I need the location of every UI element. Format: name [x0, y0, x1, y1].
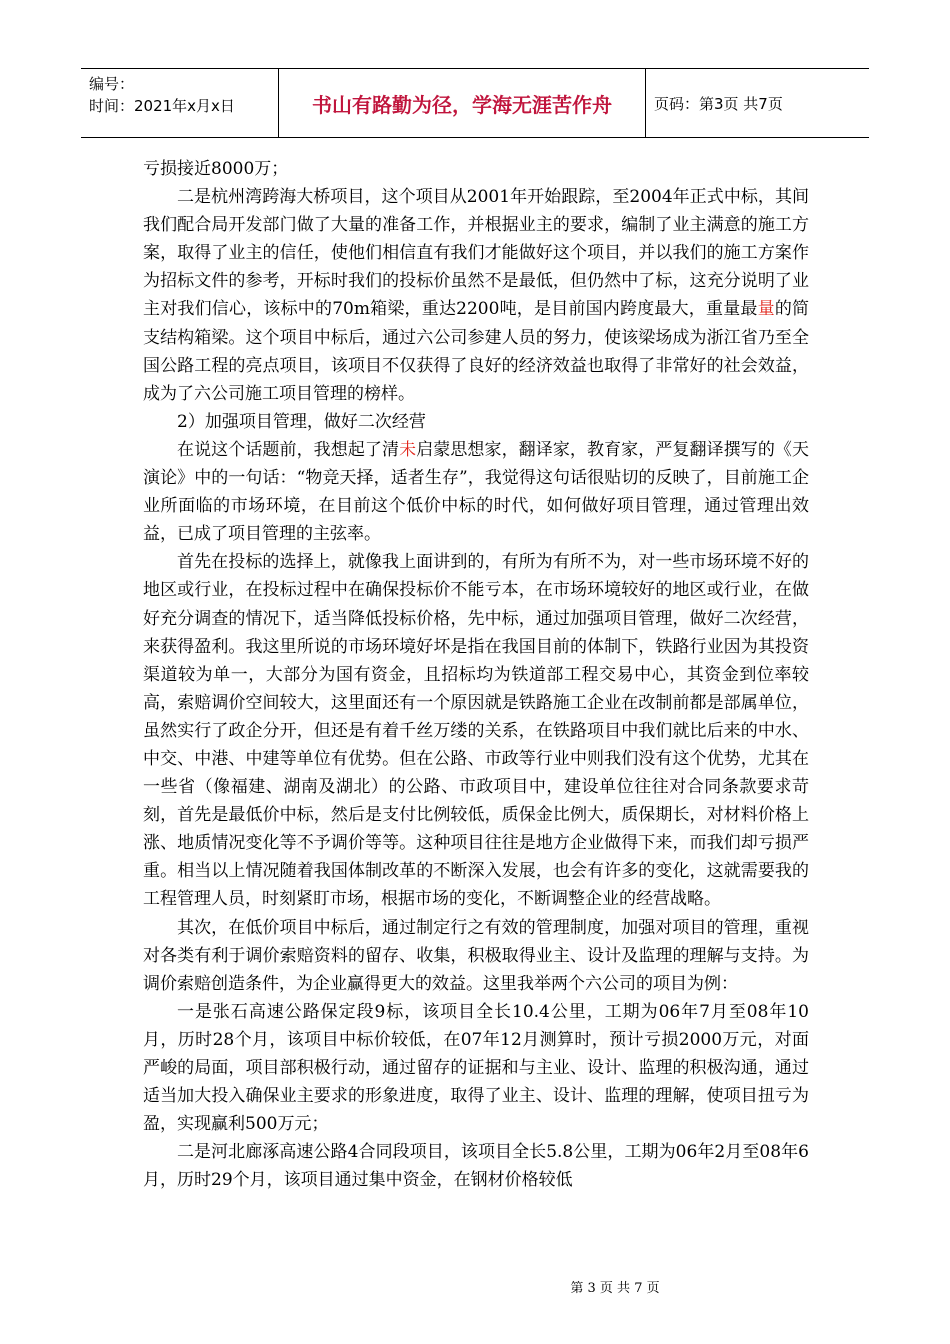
page-header [81, 68, 869, 138]
header-meta [81, 69, 278, 137]
document-body [143, 155, 809, 1194]
paragraph-text: 首先在投标的选择上，就像我上面讲到的，有所为有所不为，对一些市场环境不好的地区或行业，在投标过程中在确保投标价不能亏本，在市场环境较好的地区或行业，在做好充分调查的情况下，适当降低投标价格，先中标，通过加强项目管理，做好二次经营，来获得盈利。我这里所说的市场环境好坏是指在我国目前的体制下，铁路行业因为其投资渠道较为单一，大部分为国有资金，且招标均为铁道部工程交易中心，其资金到位率较高，索赔调价空间较大，这里面还有一个原因就是铁路施工企业在改制前都是部属单位，虽然实行了政企分开，但还是有着千丝万缕的关系，在铁路项目中我们就比后来的中水、中交、中港、中建等单位有优势。但在公路、市政等行业中则我们没有这个优势，尤其在一些省（像福建、湖南及湖北）的公路、市政项目中，建设单位往往对合同条款要求苛刻，首先是最低价中标，然后是支付比例较低，质保金比例大，质保期长，对材料价格上涨、地质情况变化等不予调价等等。这种项目往往是地方企业做得下来，而我们却亏损严重。相当以上情况随着我国体制改革的不断深入发展，也会有许多的变化，这就需要我的工程管理人员，时刻紧盯市场，根据市场的变化，不断调整企业的经营战略。 [143, 552, 809, 910]
paragraph-5 [143, 548, 809, 913]
paragraph-text: 一是张石高速公路保定段9标，该项目全长10.4公里，工期为06年7月至08年10月，历时28个月，该项目中标价较低，在07年12月测算时，预计亏损2000万元，对面严峻的局面，项目部积极行动，通过留存的证据和与主业、设计、监理的积极沟通，通过适当加大投入确保业主要求的形象进度，取得了业主、设计、监理的理解，使项目扭亏为盈，实现赢利500万元； [143, 1001, 809, 1135]
header-motto: 书山有路勤为径，学海无涯苦作舟 [312, 92, 612, 117]
paragraph-text: 在说这个话题前，我想起了清 [177, 439, 400, 460]
paragraph-text: 亏损接近8000万； [143, 159, 289, 179]
footer-page-number: 第 3 页 共 7 页 [570, 1281, 660, 1296]
paragraph-text: 启蒙思想家，翻译家，教育家，严复翻译撰写的《天演论》中的一句话：“物竞天择，适者生存”，我觉得这句话很贴切的反映了，目前施工企业所面临的市场环境，在目前这个低价中标的时代，如何做好项目管理，通过管理出效益，已成了项目管理的主弦率。 [143, 439, 810, 545]
paragraph-1 [143, 155, 809, 183]
paragraph-7 [143, 998, 809, 1138]
header-page-number: 页码：第3页 共7页 [654, 94, 783, 113]
paragraph-4 [143, 436, 809, 548]
document-number-label: 编号： [89, 75, 135, 93]
paragraph-text: 二是杭州湾跨海大桥项目，这个项目从2001年开始跟踪，至2004年正式中标，其间我们配合局开发部门做了大量的准备工作，并根据业主的要求，编制了业主满意的施工方案，取得了业主的信任，使他们相信直有我们才能做好这个项目，并以我们的施工方案作为招标文件的参考，开标时我们的投标价虽然不是最低，但仍然中了标，这充分说明了业主对我们信心，该标中的70m箱梁，重达2200吨，是目前国内跨度最大，重量最 [143, 187, 809, 320]
paragraph-text: 其次，在低价项目中标后，通过制定行之有效的管理制度，加强对项目的管理，重视对各类有利于调价索赔资料的留存、收集，积极取得业主、设计及监理的理解与支持。为调价索赔创造条件，为企业赢得更大的效益。这里我举两个六公司的项目为例： [143, 917, 809, 994]
paragraph-8 [143, 1138, 809, 1194]
paragraph-2 [143, 183, 809, 408]
highlighted-char: 未 [399, 439, 417, 460]
header-page-cell [646, 69, 869, 137]
header-motto-cell [278, 69, 646, 137]
page-footer [0, 1277, 950, 1296]
highlighted-char: 量 [757, 299, 775, 320]
paragraph-text: 的简支结构箱梁。这个项目中标后，通过六公司参建人员的努力，使该梁场成为浙江省乃至全国公路工程的亮点项目，该项目不仅获得了良好的经济效益也取得了非常好的社会效益，成为了六公司施工项目管理的榜样。 [143, 299, 810, 404]
document-time-label: 时间：2021年x月x日 [89, 97, 235, 115]
paragraph-6 [143, 914, 809, 998]
paragraph-text: 2）加强项目管理，做好二次经营 [177, 411, 426, 432]
section-heading [143, 408, 809, 436]
paragraph-text: 二是河北廊涿高速公路4合同段项目，该项目全长5.8公里，工期为06年2月至08年6月，历时29个月，该项目通过集中资金，在钢材价格较低 [143, 1142, 809, 1191]
